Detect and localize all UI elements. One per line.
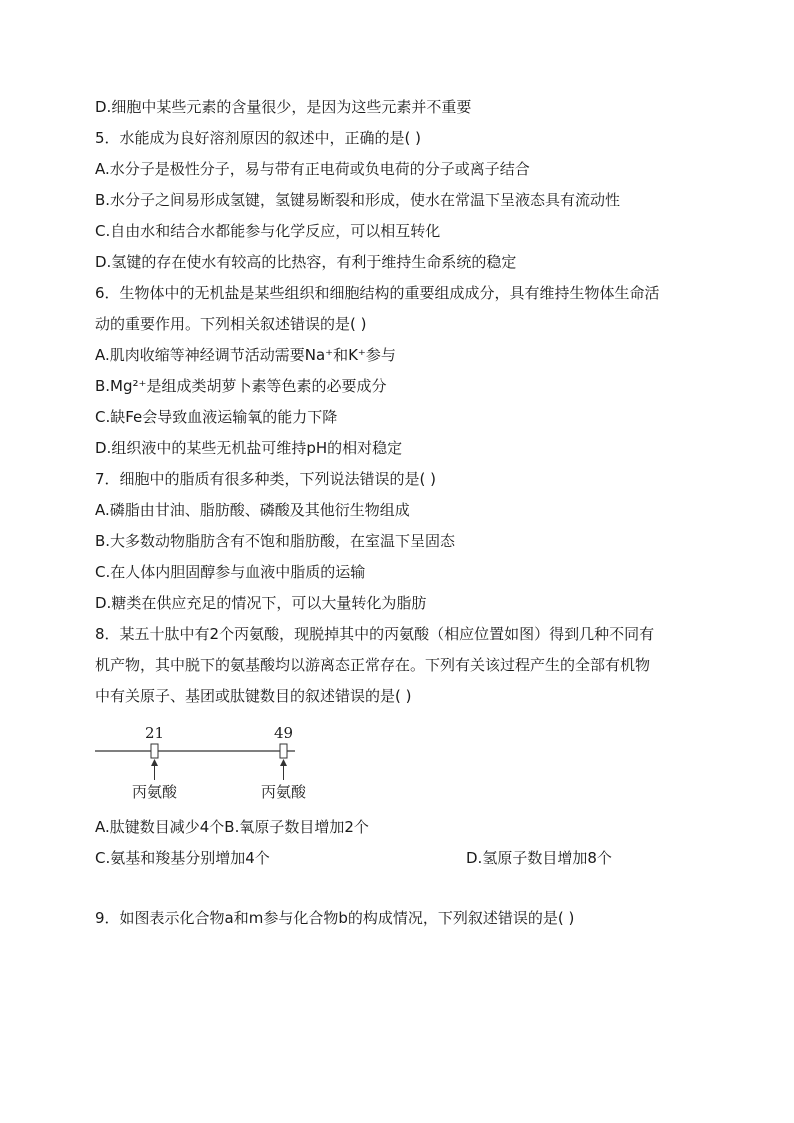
text-line: D.糖类在供应充足的情况下，可以大量转化为脂肪 [95,594,427,612]
text-line: 6．生物体中的无机盐是某些组织和细胞结构的重要组成成分，具有维持生物体生命活 [95,284,660,302]
alanine-marker-21 [151,744,158,758]
text-line: 9．如图表示化合物a和m参与化合物b的构成情况，下列叙述错误的是( ) [95,909,575,927]
text-line: 机产物，其中脱下的氨基酸均以游离态正常存在。下列有关该过程产生的全部有机物 [95,656,651,674]
text-line: D.氢键的存在使水有较高的比热容，有利于维持生命系统的稳定 [95,253,517,271]
position-label-21: 21 [144,724,165,742]
text-line: 8．某五十肽中有2个丙氨酸，现脱掉其中的丙氨酸（相应位置如图）得到几种不同有 [95,625,655,643]
arrow-head-2 [280,759,287,766]
text-line: 中有关原子、基团或肽键数目的叙述错误的是( ) [95,687,412,705]
text-line: C.缺Fe会导致血液运输氧的能力下降 [95,408,338,426]
arrow-head-1 [151,759,158,766]
text-line: B.水分子之间易形成氢键，氢键易断裂和形成，使水在常温下呈液态具有流动性 [95,191,621,209]
text-line: C.在人体内胆固醇参与血液中脂质的运输 [95,563,366,581]
peptide-diagram [95,722,335,802]
alanine-label-2: 丙氨酸 [260,783,307,801]
option-row-c-d [95,848,612,868]
alanine-marker-49 [280,744,287,758]
text-line: 动的重要作用。下列相关叙述错误的是( ) [95,315,367,333]
text-line: A.肌肉收缩等神经调节活动需要Na⁺和K⁺参与 [95,346,396,364]
text-line: B.大多数动物脂肪含有不饱和脂肪酸，在室温下呈固态 [95,532,456,550]
text-line: 5．水能成为良好溶剂原因的叙述中，正确的是( ) [95,129,422,147]
text-line: B.Mg²⁺是组成类胡萝卜素等色素的必要成分 [95,377,387,395]
option-8d: D.氢原子数目增加8个 [466,849,612,867]
text-line: 7．细胞中的脂质有很多种类，下列说法错误的是( ) [95,470,437,488]
option-8c: C.氨基和羧基分别增加4个 [95,849,270,867]
text-line: D.细胞中某些元素的含量很少，是因为这些元素并不重要 [95,98,472,116]
text-line: C.自由水和结合水都能参与化学反应，可以相互转化 [95,222,441,240]
position-label-49: 49 [273,724,294,742]
text-line: A.肽键数目减少4个B.氧原子数目增加2个 [95,818,369,836]
alanine-label-1: 丙氨酸 [131,783,178,801]
text-line: D.组织液中的某些无机盐可维持pH的相对稳定 [95,439,403,457]
text-line: A.水分子是极性分子，易与带有正电荷或负电荷的分子或离子结合 [95,160,530,178]
text-line: A.磷脂由甘油、脂肪酸、磷酸及其他衍生物组成 [95,501,410,519]
